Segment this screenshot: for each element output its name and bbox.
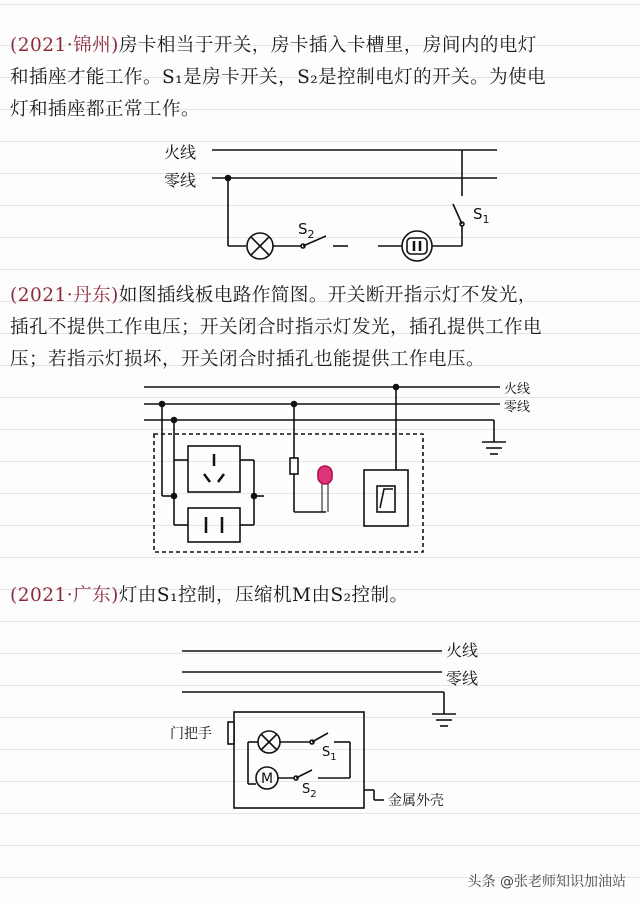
ground-icon — [482, 420, 506, 454]
led-indicator-icon — [318, 466, 332, 512]
label-s2-1: S — [298, 220, 308, 238]
three-pin-socket-icon — [188, 446, 240, 492]
label-motor: M — [261, 771, 274, 787]
label-door-handle: 门把手 — [170, 726, 212, 742]
switch-s2-icon — [294, 770, 350, 780]
svg-text:S1: $S_1$ — [322, 745, 337, 763]
resistor-icon — [290, 458, 298, 474]
door-handle — [228, 722, 234, 744]
problem-3-tag: (2021·广东) — [10, 585, 119, 606]
watermark: 头条 @张老师知识加油站 — [467, 874, 626, 890]
problem-1-tag: (2021·锦州) — [10, 35, 119, 56]
label-neutral-2: 零线 — [504, 400, 531, 415]
problem-2-tag: (2021·丹东) — [10, 285, 119, 306]
switch-s1-icon — [453, 150, 464, 226]
svg-text:S1: $S_1$ — [473, 205, 490, 226]
label-neutral-1: 零线 — [164, 171, 197, 190]
problem-1-line-3: 灯和插座都正常工作。 — [10, 99, 201, 120]
label-s1-3: S — [322, 745, 331, 760]
label-live-3: 火线 — [446, 641, 479, 660]
label-s1-1: S — [473, 205, 483, 223]
refrigerator-box — [234, 712, 364, 808]
rocker-switch-icon — [364, 470, 408, 526]
problem-2-line-3: 压；若指示灯损坏，开关闭合时插孔也能提供工作电压。 — [10, 349, 486, 370]
svg-text:S2: $S_2$ — [298, 220, 315, 241]
ground-icon — [432, 692, 456, 726]
problem-2-line-1: 如图插线板电路作简图。开关断开指示灯不发光， — [118, 285, 537, 306]
problem-3-line-1: 灯由S₁控制，压缩机M由S₂控制。 — [118, 585, 409, 606]
label-live-2: 火线 — [504, 382, 531, 397]
switch-s1-icon — [310, 733, 350, 744]
svg-text:S2: $S_2$ — [302, 782, 317, 800]
label-live-1: 火线 — [164, 143, 197, 162]
diagram-3 — [182, 651, 456, 808]
problem-1-line-2: 和插座才能工作。S₁是房卡开关，S₂是控制电灯的开关。为使电 — [10, 67, 547, 88]
socket-icon — [402, 231, 432, 261]
problem-1-line-1: 房卡相当于开关，房卡插入卡槽里，房间内的电灯 — [118, 35, 537, 56]
diagram-2 — [144, 385, 506, 553]
diagram-1 — [212, 150, 497, 261]
lamp-icon — [247, 233, 273, 259]
lamp-icon — [258, 731, 280, 753]
problem-2-line-2: 插孔不提供工作电压；开关闭合时指示灯发光，插孔提供工作电 — [10, 317, 543, 338]
label-neutral-3: 零线 — [446, 669, 479, 688]
two-pin-socket-icon — [188, 508, 240, 542]
label-s2-3: S — [302, 782, 311, 797]
label-metal-shell: 金属外壳 — [388, 793, 444, 809]
